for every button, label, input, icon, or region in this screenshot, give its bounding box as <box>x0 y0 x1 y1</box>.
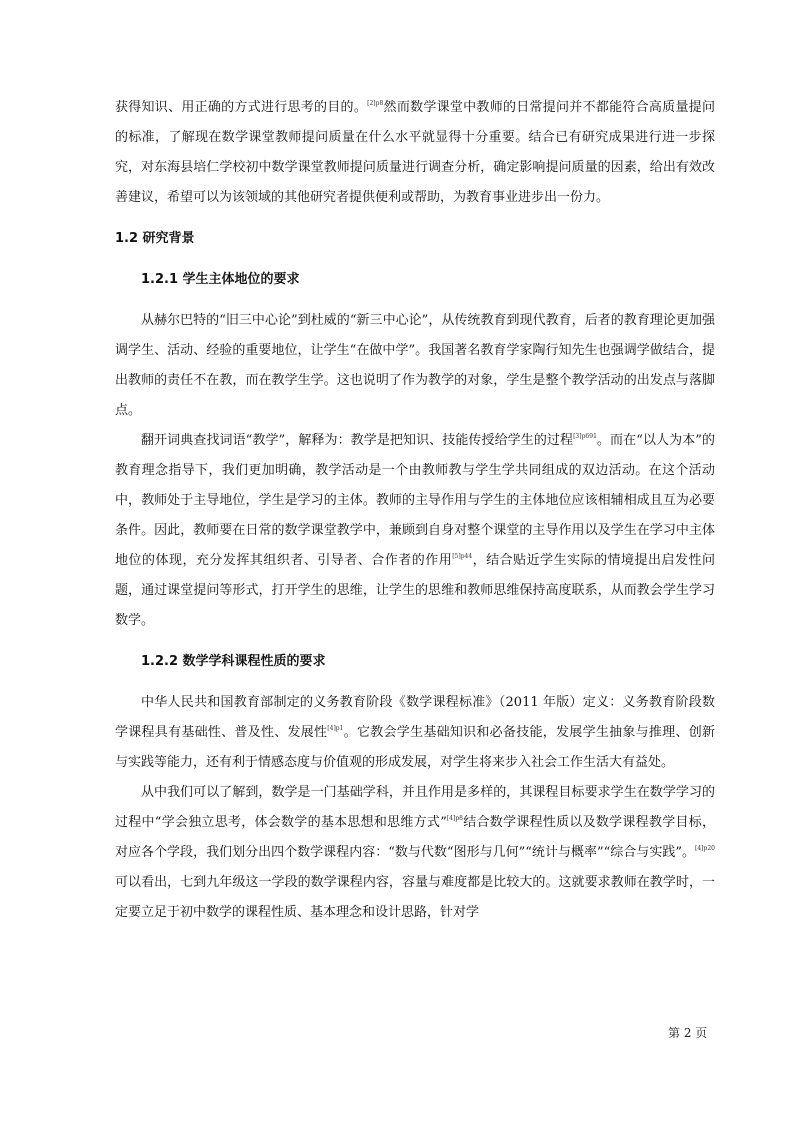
paragraph-curriculum-standard: 中华人民共和国教育部制定的义务教育阶段《数学课程标准》（2011 年版）定义：义务教育阶段数学课程具有基础性、普及性、发展性$^{[4]p1}$。它教会学生基础知识和必备技能，发展学生抽象与推理、创新与实践等能力，还有利于情感态度与价值观的形成发展，对学生将来步入社会工作生活大有益处。 <box>115 695 715 770</box>
citation-ref: [4]p1 <box>327 725 344 732</box>
paragraph-herbart-dewey: 从赫尔巴特的“旧三中心论”到杜威的“新三中心论”，从传统教育到现代教育，后者的教育理论更加强调学生、活动、经验的重要地位，让学生“在做中学”。我国著名教育学家陶行知先生也强调学做结合，提出教师的责任不在教，而在教学生学。这也说明了作为教学的对象，学生是整个教学活动的出发点与落脚点。 <box>115 313 715 418</box>
subsection-heading-curriculum-nature: 1.2.2 数学学科课程性质的要求 <box>141 654 326 669</box>
section-heading-research-background: 1.2 研究背景 <box>115 231 195 246</box>
citation-ref: [4]p20 <box>695 845 715 852</box>
document-page <box>115 93 715 928</box>
citation-ref: [3]p691 <box>573 433 597 440</box>
paragraph-continuation: 获得知识、用正确的方式进行思考的目的。$^{[2]p8}$然而数学课堂中教师的日常提问并不都能符合高质量提问的标准，了解现在数学课堂教师提问质量在什么水平就显得十分重要。结合已有研究成果进行进一步探究，对东海县培仁学校初中数学课堂教师提问质量进行调查分析，确定影响提问质量的因素，给出有效改善建议，希望可以为该领域的其他研究者提供便利或帮助，为教育事业进步出一份力。 <box>115 100 715 205</box>
citation-ref: [5]p44 <box>452 553 473 560</box>
subsection-heading-student-subject: 1.2.1 学生主体地位的要求 <box>141 272 300 287</box>
paragraph-teaching-definition: 翻开词典查找词语“教学”，解释为：教学是把知识、技能传授给学生的过程$^{[3]p691}$。而在“以人为本”的教育理念指导下，我们更加明确，教学活动是一个由教师教与学生学共同组成的双边活动。在这个活动中，教师处于主导地位，学生是学习的主体。教师的主导作用与学生的主体地位应该相辅相成且互为必要条件。因此，教师要在日常的数学课堂教学中，兼顾到自身对整个课堂的主导作用以及学生在学习中主体地位的体现，充分发挥其组织者、引导者、合作者的作用$^{[5]p44}$，结合贴近学生实际的情境提出启发性问题，通过课堂提问等形式，打开学生的思维，让学生的思维和教师思维保持高度联系，从而教会学生学习数学。 <box>115 433 716 628</box>
page-number: 第 2 页 <box>668 1026 708 1040</box>
paragraph-curriculum-content: 从中我们可以了解到，数学是一门基础学科，并且作用是多样的，其课程目标要求学生在数学学习的过程中“学会独立思考，体会数学的基本思想和思维方式”$^{[4]p8}$结合数学课程性质以及数学课程教学目标，对应各个学段，我们划分出四个数学课程内容：“数与代数“图形与几何”“统计与概率”“综合与实践”。$^{[4]p20}$可以看出，七到九年级这一学段的数学课程内容，容量与难度都是比较大的。这就要求教师在教学时，一定要立足于初中数学的课程性质、基本理念和设计思路，针对学 <box>115 785 715 920</box>
citation-ref: [4]p8 <box>446 815 464 822</box>
citation-ref: [2]p8 <box>367 100 384 107</box>
